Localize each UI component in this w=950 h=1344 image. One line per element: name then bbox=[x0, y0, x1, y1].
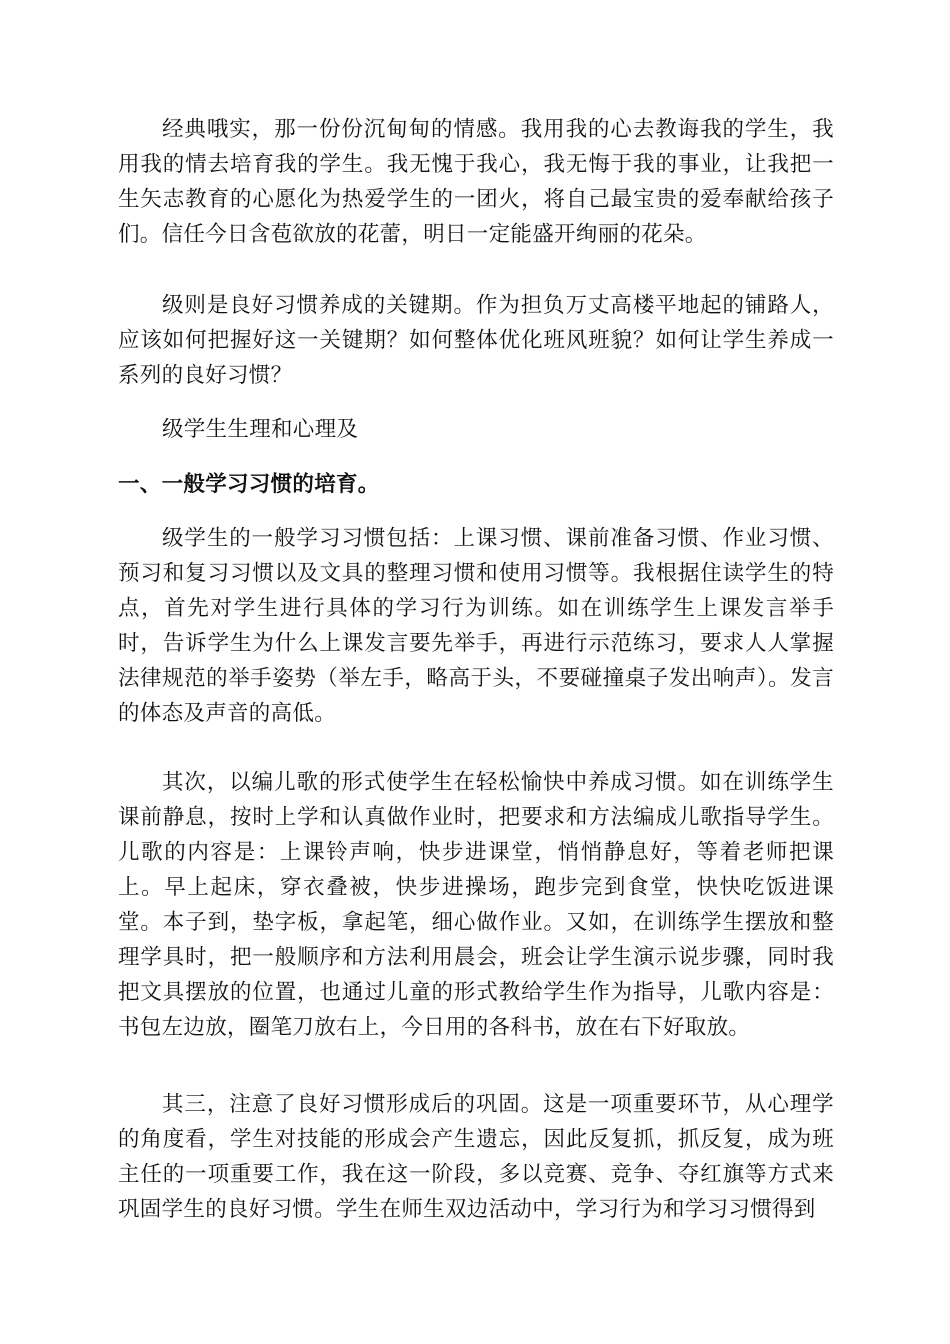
paragraph-5: 其次，以编儿歌的形式使学生在轻松愉快中养成习惯。如在训练学生课前静息，按时上学和认真做作业时，把要求和方法编成儿歌指导学生。儿歌的内容是：上课铃声响，快步进课堂，悄悄静息好，等着老师把课上。早上起床，穿衣叠被，快步进操场，跑步完到食堂，快快吃饭进课堂。本子到，垫字板，拿起笔，细心做作业。又如，在训练学生摆放和整理学具时，把一般顺序和方法利用晨会，班会让学生演示说步骤，同时我把文具摆放的位置，也通过儿童的形式教给学生作为指导，儿歌内容是：书包左边放，圈笔刀放右上，今日用的各科书，放在右下好取放。 bbox=[118, 770, 834, 1040]
paragraph-4: 级学生的一般学习习惯包括：上课习惯、课前准备习惯、作业习惯、预习和复习习惯以及文具的整理习惯和使用习惯等。我根据住读学生的特点，首先对学生进行具体的学习行为训练。如在训练学生上课发言举手时，告诉学生为什么上课发言要先举手，再进行示范练习，要求人人掌握法律规范的举手姿势（举左手，略高于头，不要碰撞桌子发出响声）。发言的体态及声音的高低。 bbox=[118, 526, 834, 726]
section-heading: 一、一般学习习惯的培育。 bbox=[118, 472, 380, 497]
paragraph-2: 级则是良好习惯养成的关键期。作为担负万丈高楼平地起的铺路人，应该如何把握好这一关键期？如何整体优化班风班貌？如何让学生养成一系列的良好习惯？ bbox=[118, 293, 834, 388]
paragraph-1: 经典哦实，那一份份沉甸甸的情感。我用我的心去教诲我的学生，我用我的情去培育我的学生。我无愧于我心，我无悔于我的事业，让我把一生矢志教育的心愿化为热爱学生的一团火，将自己最宝贵的爱奉献给孩子们。信任今日含苞欲放的花蕾，明日一定能盛开绚丽的花朵。 bbox=[118, 117, 834, 247]
paragraph-3: 级学生生理和心理及 bbox=[162, 417, 359, 442]
paragraph-6: 其三，注意了良好习惯形成后的巩固。这是一项重要环节，从心理学的角度看，学生对技能的形成会产生遗忘，因此反复抓，抓反复，成为班主任的一项重要工作，我在这一阶段，多以竞赛、竞争、夺红旗等方式来巩固学生的良好习惯。学生在师生双边活动中，学习行为和学习习惯得到 bbox=[118, 1092, 834, 1222]
